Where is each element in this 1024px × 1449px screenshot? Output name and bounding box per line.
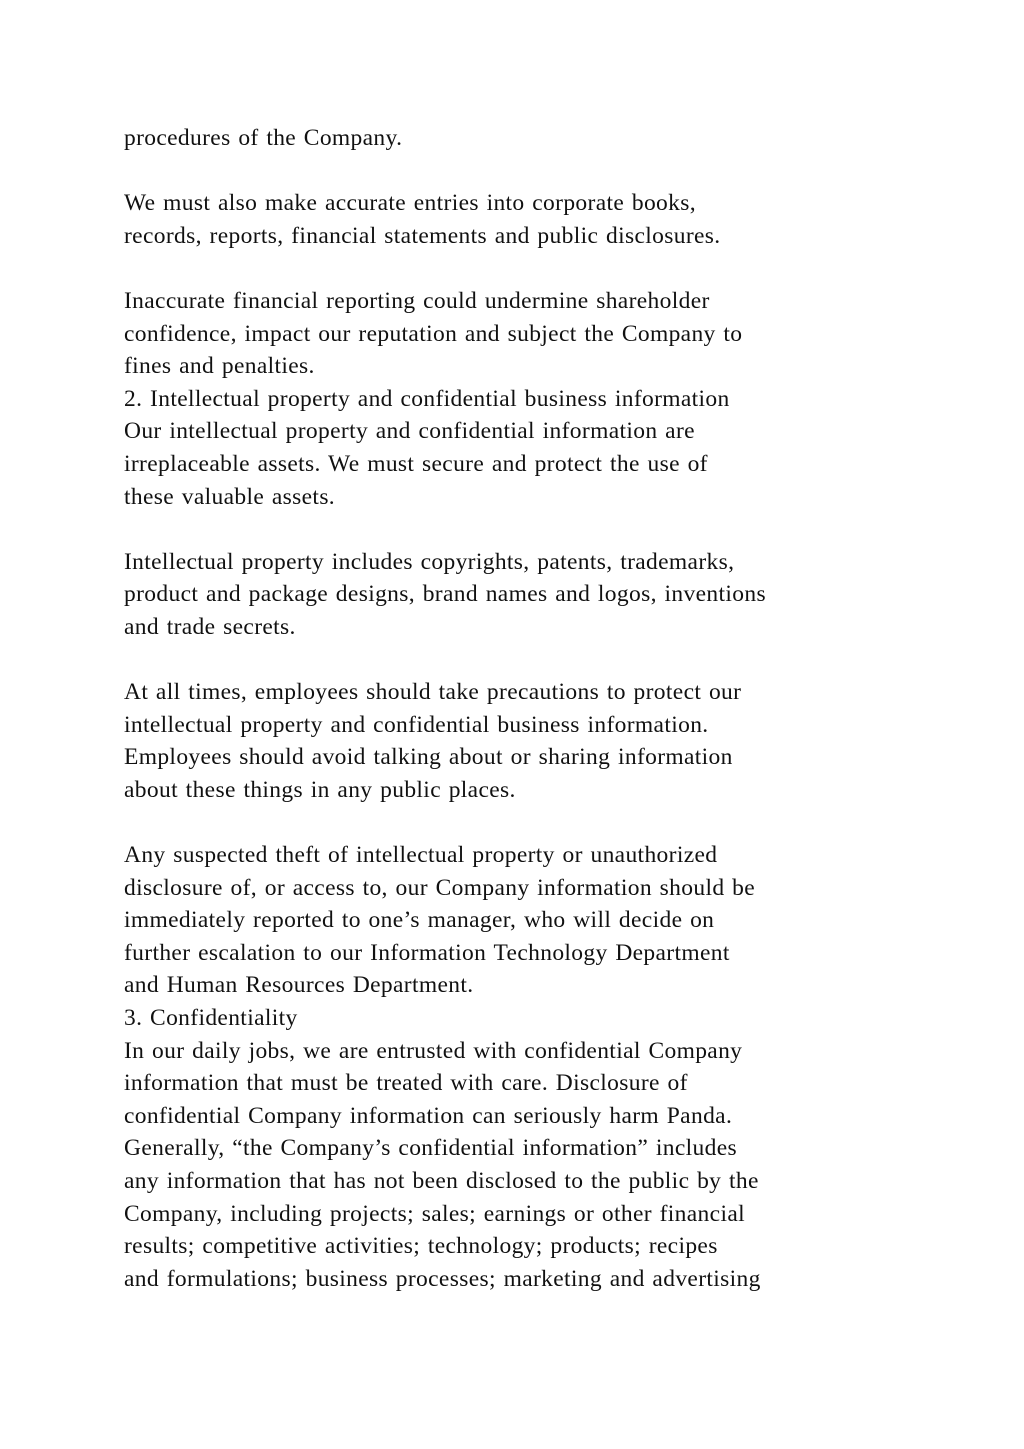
text-line: We must also make accurate entries into corporate books,: [124, 190, 696, 217]
text-line: and trade secrets.: [124, 613, 296, 640]
paragraph-break: [124, 644, 904, 677]
text-line: Any suspected theft of intellectual property or unauthorized: [124, 842, 718, 869]
text-line: information that must be treated with care. Disclosure of: [124, 1070, 688, 1097]
text-line: Inaccurate financial reporting could undermine shareholder: [124, 287, 710, 314]
text-line: Company, including projects; sales; earnings or other financial: [124, 1200, 745, 1227]
text-line: these valuable assets.: [124, 483, 336, 510]
text-line: In our daily jobs, we are entrusted with confidential Company: [124, 1037, 743, 1064]
text-line: Intellectual property includes copyrights, patents, trademarks,: [124, 548, 735, 575]
text-line: confidence, impact our reputation and subject the Company to: [124, 320, 743, 347]
text-line: irreplaceable assets. We must secure and protect the use of: [124, 450, 708, 477]
text-line: results; competitive activities; technology; products; recipes: [124, 1233, 718, 1260]
text-line: Employees should avoid talking about or sharing information: [124, 744, 733, 771]
text-line: confidential Company information can seriously harm Panda.: [124, 1102, 733, 1129]
text-line: immediately reported to one’s manager, who will decide on: [124, 907, 715, 934]
text-line: Generally, “the Company’s confidential information” includes: [124, 1135, 737, 1162]
text-line: procedures of the Company.: [124, 125, 403, 151]
paragraph-break: [124, 513, 904, 546]
text-line: At all times, employees should take precautions to protect our: [124, 679, 742, 706]
paragraph-break: [124, 252, 904, 285]
paragraph-break: [124, 806, 904, 839]
text-line: fines and penalties.: [124, 353, 315, 380]
text-line: intellectual property and confidential business information.: [124, 711, 709, 738]
text-line: disclosure of, or access to, our Company information should be: [124, 874, 756, 901]
text-line: and formulations; business processes; marketing and advertising: [124, 1265, 761, 1292]
text-line: records, reports, financial statements and public disclosures.: [124, 222, 721, 249]
paragraph-break: [124, 155, 904, 188]
text-line: Our intellectual property and confidential information are: [124, 418, 695, 445]
section-heading-intellectual-property: 2. Intellectual property and confidential business information: [124, 385, 730, 412]
text-line: any information that has not been disclosed to the public by the: [124, 1168, 759, 1194]
text-line: product and package designs, brand names and logos, inventions: [124, 581, 766, 608]
text-line: and Human Resources Department.: [124, 972, 474, 999]
section-heading-confidentiality: 3. Confidentiality: [124, 1005, 298, 1032]
text-line: further escalation to our Information Technology Department: [124, 939, 730, 966]
document-body: [124, 122, 904, 1295]
text-line: about these things in any public places.: [124, 776, 516, 803]
